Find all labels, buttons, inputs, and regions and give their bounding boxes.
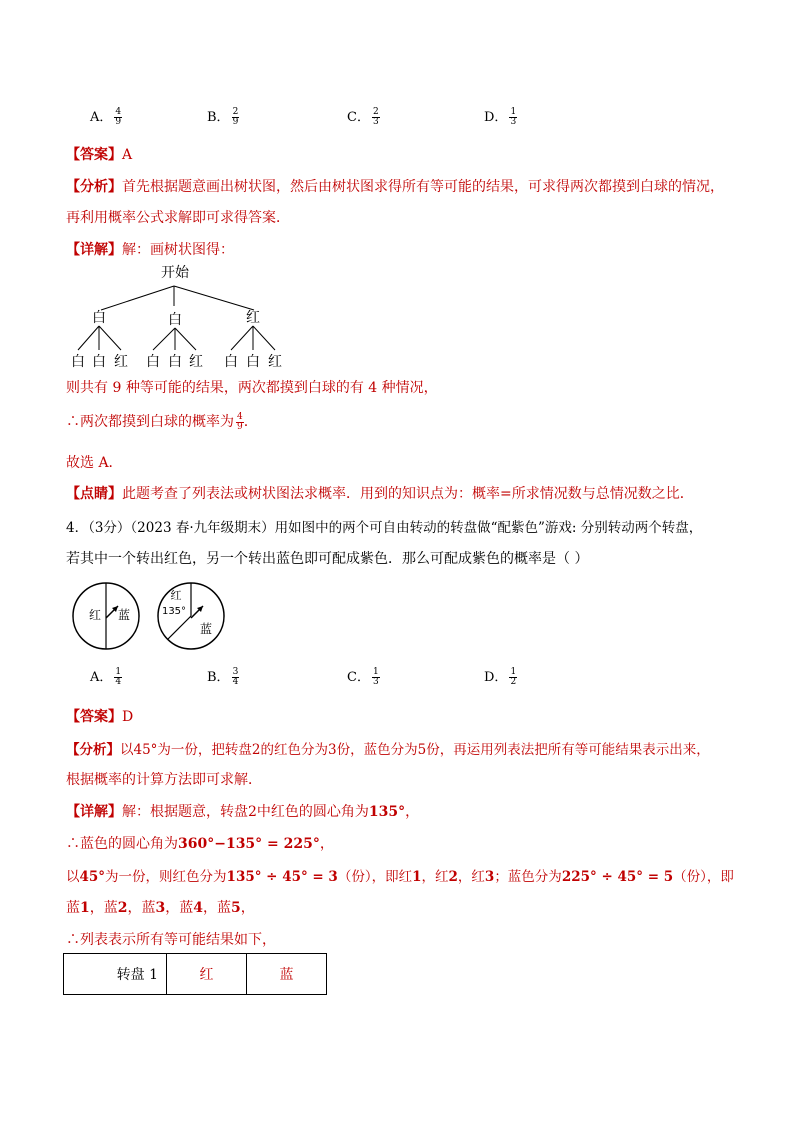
q3-result	[66, 377, 438, 397]
fraction-den: 9	[232, 117, 239, 127]
detail-tag: 【详解】	[66, 804, 122, 820]
q4-stem-line1: 4．（3分）（2023 春·九年级期末）用如图中的两个可自由转动的转盘做“配紫色”游戏: 分别转动两个转盘，	[66, 520, 703, 536]
result-table	[63, 953, 327, 995]
detail-math: 4	[193, 900, 203, 916]
detail-text: ，蓝	[203, 900, 231, 916]
q3-analysis-line1	[66, 176, 724, 196]
probability-fraction	[236, 413, 244, 432]
option-letter: A．	[90, 670, 113, 685]
spinner-2-red-label: 红	[170, 589, 182, 602]
tree-leaf: 红	[189, 354, 203, 370]
analysis-text: 首先根据题意画出树状图，然后由树状图求得所有等可能的结果，可求得两次都摸到白球的情况，	[122, 179, 724, 195]
detail-text: 蓝	[66, 900, 80, 916]
fraction-den: 4	[232, 677, 239, 687]
analysis-tag: 【分析】	[66, 179, 122, 195]
detail-text: 以	[66, 869, 80, 885]
table-header-corner: 转盘 1	[64, 954, 167, 994]
tree-node-2: 白	[168, 312, 182, 328]
tree-diagram	[64, 262, 304, 372]
detail-math: 1	[80, 900, 90, 916]
detail-text: ∴蓝色的圆心角为	[66, 836, 178, 852]
detail-math: 225° ÷ 45° = 5	[561, 869, 674, 885]
option-fraction	[372, 108, 380, 127]
fraction-den: 3	[372, 677, 379, 687]
q3-option-b	[207, 106, 239, 127]
q3-option-c	[347, 106, 380, 127]
detail-tag: 【详解】	[66, 242, 122, 258]
fraction-den: 9	[237, 421, 243, 432]
q4-answer	[66, 706, 133, 726]
comment-tag: 【点睛】	[66, 486, 122, 502]
result-text: 种等可能的结果，两次都摸到白球的有	[125, 380, 364, 396]
q4-option-b	[207, 666, 239, 687]
q3-comment	[66, 483, 694, 503]
q3-option-d	[484, 106, 517, 127]
q4-detail-line2	[66, 833, 334, 853]
detail-text: 为一份，则红色分为	[105, 869, 227, 885]
table-header-red: 红	[167, 954, 247, 994]
q4-stem-line2: 若其中一个转出红色，另一个转出蓝色即可配成紫色．那么可配成紫色的概率是（ ）	[66, 551, 589, 567]
fraction-den: 9	[115, 117, 122, 127]
detail-math: 5	[231, 900, 241, 916]
detail-math: 135° ÷ 45° = 3	[226, 869, 338, 885]
fraction-num: 2	[232, 107, 239, 117]
detail-text: 解：画树状图得：	[122, 242, 234, 258]
tree-root: 开始	[161, 265, 189, 281]
fraction-num: 1	[372, 667, 379, 677]
q4-detail-line3	[66, 865, 734, 885]
detail-text: ，	[319, 836, 334, 852]
q3-probability	[66, 411, 248, 432]
option-letter: D．	[484, 670, 508, 685]
tree-leaf: 白	[71, 354, 85, 370]
detail-text: ，	[405, 804, 420, 820]
option-letter: D．	[484, 110, 508, 125]
option-fraction	[114, 668, 122, 687]
detail-math: 135°	[368, 804, 406, 820]
result-text: 种情况，	[381, 380, 438, 396]
detail-text: ，蓝	[165, 900, 194, 916]
tree-leaf: 红	[268, 354, 282, 370]
q3-analysis-line2: 再利用概率公式求解即可求得答案．	[66, 210, 290, 226]
analysis-text: 以45°为一份，把转盘2的红色分为3份，蓝色分为5份，再运用列表法把所有等可能结果表示出来，	[120, 742, 710, 758]
q4-analysis-line1	[66, 738, 710, 758]
detail-math: 2	[117, 900, 128, 916]
probability-end: .	[243, 414, 249, 430]
tree-leaf: 白	[168, 354, 182, 370]
answer-tag: 【答案】	[66, 709, 122, 725]
q4-detail-line4	[66, 897, 255, 917]
q4-option-d	[484, 666, 517, 687]
option-letter: C．	[347, 110, 370, 125]
option-letter: B．	[207, 110, 230, 125]
result-count: 4	[368, 380, 378, 396]
q3-option-a	[90, 106, 122, 127]
option-fraction	[372, 668, 380, 687]
option-fraction	[232, 668, 240, 687]
spinner-1	[71, 581, 141, 651]
detail-text: （份），即	[673, 869, 734, 885]
tree-leaf: 红	[114, 354, 128, 370]
detail-math: 1	[412, 869, 422, 885]
option-letter: C．	[347, 670, 370, 685]
spinner-1-blue-label: 蓝	[117, 608, 131, 622]
spinner-2	[156, 581, 226, 651]
detail-text: ，	[240, 900, 255, 916]
probability-text: ∴两次都摸到白球的概率为	[66, 414, 234, 430]
fraction-den: 3	[372, 117, 379, 127]
detail-text: ；蓝色分为	[494, 869, 562, 885]
fraction-num: 1	[510, 667, 517, 677]
table-header-blue: 蓝	[279, 967, 294, 983]
detail-math: 360°−135° = 225°	[178, 836, 320, 852]
detail-text: （份），即红	[337, 869, 413, 885]
detail-text: ，蓝	[127, 900, 156, 916]
q4-option-c	[347, 666, 380, 687]
q4-detail-line1	[66, 801, 419, 821]
tree-node-3: 红	[246, 310, 260, 326]
option-fraction	[509, 108, 517, 127]
fraction-num: 4	[237, 411, 243, 422]
fraction-den: 4	[115, 677, 122, 687]
fraction-num: 3	[232, 667, 239, 677]
option-letter: A．	[90, 110, 113, 125]
fraction-num: 4	[115, 107, 122, 117]
q4-analysis-line2: 根据概率的计算方法即可求解．	[66, 772, 262, 788]
detail-math: 3	[155, 900, 166, 916]
detail-math: 2	[448, 869, 458, 885]
q3-detail-intro	[66, 239, 234, 259]
spinner-2-blue-label: 蓝	[199, 622, 213, 636]
answer-value: A	[122, 147, 133, 163]
option-letter: B．	[207, 670, 230, 685]
analysis-tag: 【分析】	[66, 742, 120, 758]
option-fraction	[509, 668, 517, 687]
detail-text: ，红	[457, 869, 485, 885]
result-text: 则共有	[66, 380, 108, 396]
result-total: 9	[112, 380, 122, 396]
comment-text: 此题考查了列表法或树状图法求概率．用到的知识点为：概率=所求情况数与总情况数之比．	[122, 486, 694, 502]
fraction-num: 1	[510, 107, 517, 117]
spinner-1-red-label: 红	[88, 608, 102, 622]
tree-leaf: 白	[92, 354, 106, 370]
detail-math: 45°	[79, 869, 106, 885]
fraction-num: 2	[372, 107, 379, 117]
fraction-den: 2	[510, 677, 517, 687]
answer-tag: 【答案】	[66, 147, 122, 163]
detail-text: 解：根据题意，转盘2中红色的圆心角为	[122, 804, 369, 820]
spinner-2-angle-label: 135°	[161, 606, 187, 617]
option-fraction	[232, 108, 240, 127]
option-fraction	[114, 108, 122, 127]
tree-leaf: 白	[146, 354, 160, 370]
q3-answer	[66, 144, 132, 164]
tree-leaf: 白	[224, 354, 238, 370]
tree-node-1: 白	[92, 310, 106, 326]
fraction-num: 1	[115, 667, 122, 677]
detail-text: ，蓝	[89, 900, 118, 916]
answer-value: D	[122, 709, 134, 725]
tree-leaf: 白	[246, 354, 260, 370]
q3-choose: 故选 A．	[66, 455, 123, 471]
q4-option-a	[90, 666, 122, 687]
detail-math: 3	[484, 869, 495, 885]
q4-detail-line5: ∴列表表示所有等可能结果如下，	[66, 932, 276, 948]
detail-text: ，红	[421, 869, 449, 885]
fraction-den: 3	[510, 117, 517, 127]
